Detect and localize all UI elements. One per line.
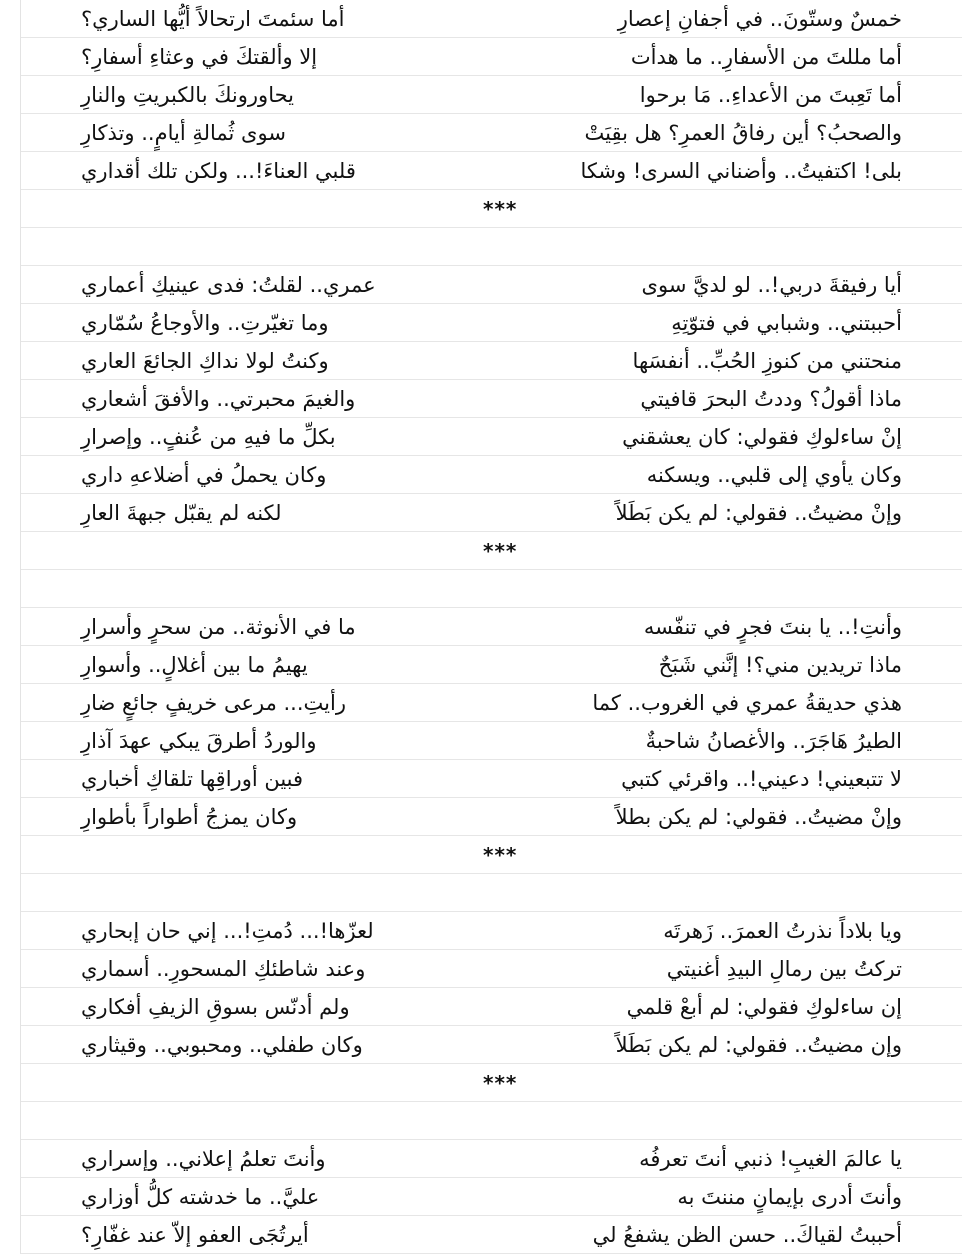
stanza-separator-row [21, 1064, 962, 1102]
verse-row [21, 950, 962, 988]
verse-row [21, 456, 962, 494]
verse-row [21, 1178, 962, 1216]
verse-first-hemistich: ماذا تريدين مني؟! إنَّني شَبَحٌ [658, 652, 902, 677]
stanza-separator-row [21, 532, 962, 570]
verse-row [21, 988, 962, 1026]
verse-second-hemistich: أما سئمتَ ارتحالاً أيُّها الساري؟ [81, 6, 345, 31]
verse-first-hemistich: وأنتَ أدرى بإيمانٍ مننتَ به [677, 1184, 902, 1209]
verse-first-hemistich: وإنْ مضيتُ.. فقولي: لم يكن بَطَلاً [615, 500, 902, 525]
verse-first-hemistich: هذي حديقةُ عمري في الغروب.. كما [592, 690, 902, 715]
verse-row [21, 76, 962, 114]
verse-first-hemistich: وإن مضيتُ.. فقولي: لم يكن بَطَلاً [615, 1032, 902, 1057]
verse-first-hemistich: وإنْ مضيتُ.. فقولي: لم يكن بطلاً [615, 804, 902, 829]
verse-second-hemistich: أيرتُجَى العفو إلاّ عند غفّارِ؟ [81, 1222, 309, 1247]
blank-row [21, 874, 962, 912]
stanza-separator: *** [483, 196, 518, 221]
verse-second-hemistich: قلبي العناءَ!... ولكن تلك أقداري [81, 158, 356, 183]
stanza-separator: *** [483, 1070, 518, 1095]
verse-second-hemistich: وعند شاطئكِ المسحورِ.. أسماري [81, 956, 366, 981]
verse-row [21, 304, 962, 342]
verse-second-hemistich: والوردُ أطرقَ يبكي عهدَ آذارِ [81, 728, 317, 753]
verse-second-hemistich: لكنه لم يقبّل جبهةَ العارِ [81, 500, 282, 525]
verse-first-hemistich: لا تتبعيني! دعيني!.. واقرئي كتبي [621, 766, 902, 791]
poem-table [20, 0, 962, 1254]
verse-row [21, 494, 962, 532]
verse-row [21, 1216, 962, 1254]
verse-first-hemistich: أحببتني.. وشبابي في فتوّتِهِ [671, 310, 902, 335]
verse-row [21, 684, 962, 722]
verse-row [21, 114, 962, 152]
verse-second-hemistich: إلا وألقتكَ في وعثاءِ أسفارِ؟ [81, 44, 318, 69]
verse-row [21, 1140, 962, 1178]
blank-row [21, 228, 962, 266]
verse-first-hemistich: والصحبُ؟ أين رفاقُ العمرِ؟ هل بقِيَتْ [584, 120, 902, 145]
stanza-separator: *** [483, 538, 518, 563]
verse-row [21, 912, 962, 950]
verse-first-hemistich: الطيرُ هَاجَرَ.. والأغصانُ شاحبةٌ [645, 728, 902, 753]
verse-row [21, 1026, 962, 1064]
verse-first-hemistich: خمسٌ وستّونَ.. في أجفانِ إعصارِ [617, 6, 902, 31]
verse-second-hemistich: ولم أدنّس بسوقِ الزيفِ أفكاري [81, 994, 350, 1019]
verse-second-hemistich: عليَّ.. ما خدشته كلُّ أوزاري [81, 1184, 320, 1209]
verse-row [21, 38, 962, 76]
verse-second-hemistich: ما في الأنوثة.. من سحرٍ وأسرارِ [81, 614, 356, 639]
verse-second-hemistich: رأيتِ... مرعى خريفٍ جائعٍ ضارِ [81, 690, 346, 715]
verse-first-hemistich: وأنتِ!.. يا بنتَ فجرٍ في تنفّسه [643, 614, 902, 639]
verse-first-hemistich: تركتُ بين رمالِ البيدِ أغنيتي [666, 956, 902, 981]
verse-first-hemistich: أما تَعِبتَ من الأعداءِ.. مَا برحوا [639, 82, 902, 107]
verse-first-hemistich: يا عالمَ الغيبِ! ذنبي أنتَ تعرفُه [639, 1146, 902, 1171]
verse-row [21, 152, 962, 190]
verse-first-hemistich: إنْ ساءلوكِ فقولي: كان يعشقني [622, 424, 902, 449]
blank-row [21, 1102, 962, 1140]
verse-row [21, 380, 962, 418]
verse-second-hemistich: لعزّها!... دُمتِ!... إني حان إبحاري [81, 918, 374, 943]
verse-first-hemistich: ماذا أقولُ؟ وددتُ البحرَ قافيتي [640, 386, 902, 411]
verse-second-hemistich: وكان يمزجُ أطواراً بأطوارِ [81, 804, 298, 829]
verse-second-hemistich: بكلِّ ما فيهِ من عُنفٍ.. وإصرارِ [81, 424, 336, 449]
verse-second-hemistich: وكان يحملُ في أضلاعهِ داري [81, 462, 327, 487]
verse-row [21, 342, 962, 380]
verse-second-hemistich: والغيمَ محبرتي.. والأفقَ أشعاري [81, 386, 356, 411]
verse-second-hemistich: فبين أوراقِها تلقاكِ أخباري [81, 766, 304, 791]
verse-second-hemistich: يحاورونكَ بالكبريتِ والنارِ [81, 82, 294, 107]
verse-first-hemistich: أيا رفيقةَ دربي!.. لو لديَّ سوى [641, 272, 902, 297]
verse-row [21, 798, 962, 836]
verse-first-hemistich: إن ساءلوكِ فقولي: لم أبعْ قلمي [626, 994, 902, 1019]
verse-second-hemistich: وأنتَ تعلمُ إعلاني.. وإسراري [81, 1146, 326, 1171]
verse-row [21, 0, 962, 38]
verse-second-hemistich: يهيمُ ما بين أغلالٍ.. وأسوارِ [81, 652, 308, 677]
verse-first-hemistich: منحتني من كنوزِ الحُبِّ.. أنفسَها [632, 348, 902, 373]
verse-row [21, 646, 962, 684]
verse-second-hemistich: وكنتُ لولا نداكِ الجائعَ العاري [81, 348, 329, 373]
verse-first-hemistich: بلى! اكتفيتُ.. وأضناني السرى! وشكا [580, 158, 902, 183]
verse-second-hemistich: وكان طفلي.. ومحبوبي.. وقيثاري [81, 1032, 363, 1057]
verse-first-hemistich: أما مللتَ من الأسفارِ.. ما هدأت [630, 44, 902, 69]
verse-first-hemistich: وكان يأوي إلى قلبي.. ويسكنه [646, 462, 902, 487]
verse-first-hemistich: ويا بلاداً نذرتُ العمرَ.. زَهرتَه [663, 918, 902, 943]
verse-first-hemistich: أحببتُ لقياكَ.. حسن الظن يشفعُ لي [592, 1222, 902, 1247]
blank-row [21, 570, 962, 608]
verse-second-hemistich: عمري.. لقلتُ: فدى عينيكِ أعماري [81, 272, 376, 297]
verse-row [21, 722, 962, 760]
stanza-separator: *** [483, 842, 518, 867]
verse-second-hemistich: سوى ثُمالةِ أيامٍ.. وتذكارِ [81, 120, 286, 145]
stanza-separator-row [21, 836, 962, 874]
verse-row [21, 760, 962, 798]
verse-row [21, 418, 962, 456]
stanza-separator-row [21, 190, 962, 228]
verse-second-hemistich: وما تغيّرتِ.. والأوجاعُ سُمّاري [81, 310, 329, 335]
verse-row [21, 608, 962, 646]
verse-row [21, 266, 962, 304]
